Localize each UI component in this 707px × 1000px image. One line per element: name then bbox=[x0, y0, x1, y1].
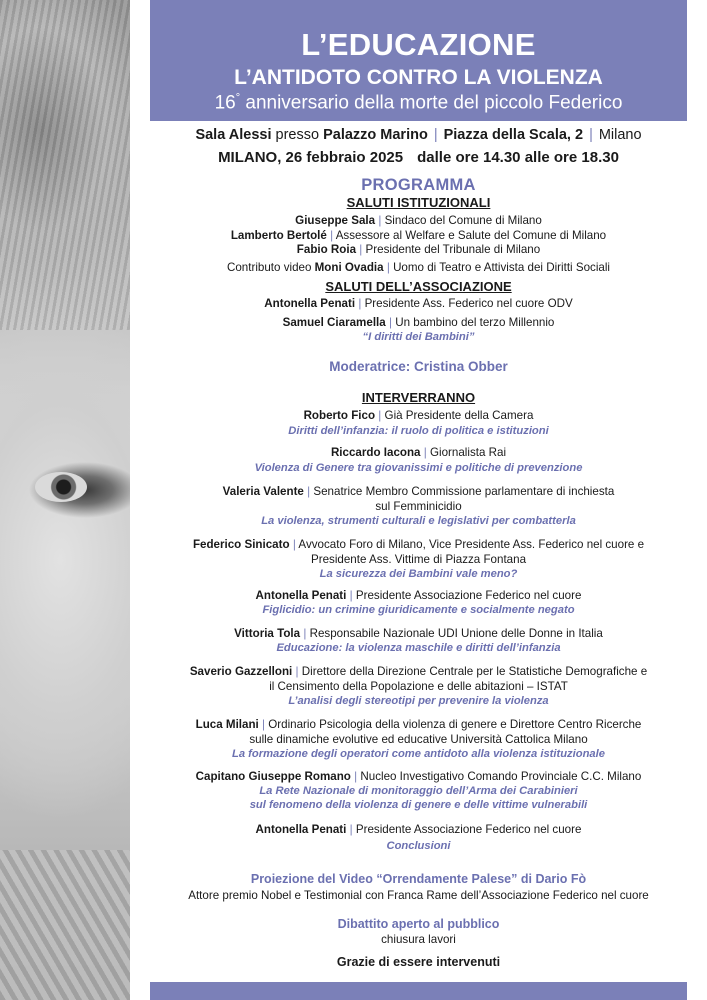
anniversary-degree: ° bbox=[235, 92, 241, 104]
speaker-name: Capitano Giuseppe Romano bbox=[195, 770, 351, 783]
footer-band bbox=[150, 982, 687, 1000]
header-band bbox=[150, 0, 687, 121]
speaker-name: Antonella Penati bbox=[264, 297, 356, 310]
speaker-line bbox=[150, 823, 687, 836]
separator: | bbox=[307, 485, 311, 498]
speaker-name: Riccardo Iacona bbox=[330, 446, 421, 459]
saluti-item bbox=[150, 229, 687, 242]
speaker-role: Presidente del Tribunale di Milano bbox=[365, 243, 541, 256]
separator: | bbox=[386, 261, 390, 274]
event-title: L’EDUCAZIONE bbox=[301, 27, 536, 62]
separator: | bbox=[388, 316, 392, 329]
separator: | bbox=[423, 446, 427, 459]
anniversary-line bbox=[150, 92, 687, 114]
speaker-role: Avvocato Foro di Milano, Vice Presidente Ass. Federico nel cuore e bbox=[298, 538, 645, 551]
speaker-role: Già Presidente della Camera bbox=[384, 409, 534, 422]
event-time: dalle ore 14.30 alle ore 18.30 bbox=[417, 149, 619, 166]
saluti-item bbox=[150, 214, 687, 227]
video-description: Attore premio Nobel e Testimonial con Franca Rame dell’Associazione Federico nel cuore bbox=[188, 889, 649, 902]
speaker-line bbox=[150, 718, 687, 731]
venue-line bbox=[150, 127, 687, 143]
speech-topic: Figlicidio: un crimine giuridicamente e socialmente negato bbox=[262, 604, 575, 616]
closing-thanks: Grazie di essere intervenuti bbox=[336, 955, 501, 969]
saluti-associazione-heading: SALUTI DELL’ASSOCIAZIONE bbox=[325, 279, 512, 294]
speaker-role-cont: sulle dinamiche evolutive ed educative Università Cattolica Milano bbox=[249, 733, 588, 746]
saluti-item bbox=[150, 297, 687, 310]
moderatrice: Moderatrice: Cristina Obber bbox=[329, 359, 508, 374]
speaker-name: Lamberto Bertolé bbox=[230, 229, 327, 242]
video-prefix: Contributo video bbox=[226, 261, 315, 274]
speaker-name: Fabio Roia bbox=[296, 243, 357, 256]
separator: | bbox=[349, 823, 353, 836]
speaker-name: Moni Ovadia bbox=[314, 261, 384, 274]
speaker-name: Giuseppe Sala bbox=[295, 214, 376, 227]
speaker-role-cont: sul Femminicidio bbox=[375, 500, 462, 513]
separator: | bbox=[359, 243, 363, 256]
speaker-name: Luca Milani bbox=[195, 718, 259, 731]
venue-city: Milano bbox=[598, 127, 642, 143]
speaker-role: Presidente Associazione Federico nel cuore bbox=[355, 589, 582, 602]
speaker-line bbox=[150, 589, 687, 602]
speaker-role: Ordinario Psicologia della violenza di genere e Direttore Centro Ricerche bbox=[268, 718, 642, 731]
speaker-role: Presidente Associazione Federico nel cuore bbox=[355, 823, 582, 836]
speaker-role-cont: il Censimento della Popolazione e delle abitazioni – ISTAT bbox=[269, 680, 568, 693]
speaker-role: Un bambino del terzo Millennio bbox=[395, 316, 555, 329]
separator: | bbox=[303, 627, 307, 640]
saluti-item bbox=[150, 243, 687, 256]
video-title: Proiezione del Video “Orrendamente Palese” di Dario Fò bbox=[250, 872, 587, 886]
speaker-role: Nucleo Investigativo Comando Provinciale C.C. Milano bbox=[360, 770, 642, 783]
speaker-name: Vittoria Tola bbox=[234, 627, 301, 640]
speaker-line bbox=[150, 627, 687, 640]
speaker-name: Roberto Fico bbox=[303, 409, 376, 422]
venue-palazzo: Palazzo Marino bbox=[323, 127, 428, 143]
speech-topic: Conclusioni bbox=[386, 840, 451, 852]
separator: | bbox=[262, 718, 266, 731]
speech-topic: Diritti dell’infanzia: il ruolo di politica e istituzioni bbox=[288, 425, 549, 437]
venue-presso: presso bbox=[271, 127, 324, 143]
chiusura-lavori: chiusura lavori bbox=[381, 933, 456, 946]
speech-topic: L’analisi degli stereotipi per prevenire la violenza bbox=[288, 695, 549, 707]
date-line bbox=[150, 149, 687, 166]
speaker-line bbox=[150, 665, 687, 678]
speaker-name: Valeria Valente bbox=[222, 485, 304, 498]
speech-topic: La Rete Nazionale di monitoraggio dell’Arma dei Carabinieri bbox=[259, 785, 578, 797]
venue-sala: Sala Alessi bbox=[195, 127, 272, 143]
speaker-line bbox=[150, 770, 687, 783]
venue-separator: | bbox=[433, 127, 438, 143]
photo-hair bbox=[0, 0, 130, 330]
dibattito: Dibattito aperto al pubblico bbox=[337, 917, 500, 931]
speech-topic: La formazione degli operatori come antidoto alla violenza istituzionale bbox=[232, 748, 605, 760]
saluti-istituzionali-heading: SALUTI ISTITUZIONALI bbox=[346, 195, 491, 210]
speaker-role: Assessore al Welfare e Salute del Comune di Milano bbox=[335, 229, 607, 242]
speaker-role: Responsabile Nazionale UDI Unione delle Donne in Italia bbox=[309, 627, 603, 640]
speaker-name: Saverio Gazzelloni bbox=[189, 665, 293, 678]
speaker-role-cont: Presidente Ass. Vittime di Piazza Fontana bbox=[310, 553, 527, 566]
separator: | bbox=[292, 538, 296, 551]
speech-topic: “I diritti dei Bambini” bbox=[362, 331, 475, 343]
speech-topic-cont: sul fenomeno della violenza di genere e delle vittime vulnerabili bbox=[249, 799, 588, 811]
separator: | bbox=[378, 409, 382, 422]
anniversary-number: 16 bbox=[214, 92, 236, 114]
speech-topic: La violenza, strumenti culturali e legislativi per combatterla bbox=[261, 515, 576, 527]
speaker-role: Giornalista Rai bbox=[430, 446, 507, 459]
speaker-name: Samuel Ciaramella bbox=[282, 316, 386, 329]
speaker-role: Senatrice Membro Commissione parlamentare di inchiesta bbox=[313, 485, 615, 498]
venue-piazza: Piazza della Scala, 2 bbox=[443, 127, 584, 143]
speaker-line bbox=[150, 446, 687, 459]
anniversary-text: anniversario della morte del piccolo Federico bbox=[240, 92, 623, 114]
separator: | bbox=[349, 589, 353, 602]
interverranno-heading: INTERVERRANNO bbox=[361, 390, 476, 405]
speaker-line bbox=[150, 409, 687, 422]
speaker-line bbox=[150, 485, 687, 498]
speaker-role: Sindaco del Comune di Milano bbox=[384, 214, 542, 227]
photo-sleeve bbox=[0, 850, 130, 1000]
speaker-role: Uomo di Teatro e Attivista dei Diritti Sociali bbox=[393, 261, 610, 274]
saluti-item bbox=[150, 316, 687, 329]
speech-topic: Violenza di Genere tra giovanissimi e politiche di prevenzione bbox=[254, 462, 583, 474]
speaker-line bbox=[150, 538, 687, 551]
speaker-name: Antonella Penati bbox=[255, 589, 347, 602]
venue-separator: | bbox=[589, 127, 593, 143]
video-contribution bbox=[150, 261, 687, 274]
event-date: MILANO, 26 febbraio 2025 bbox=[218, 149, 404, 166]
speaker-name: Antonella Penati bbox=[255, 823, 347, 836]
separator: | bbox=[358, 297, 362, 310]
speaker-role: Direttore della Direzione Centrale per le Statistiche Demografiche e bbox=[301, 665, 648, 678]
speech-topic: La sicurezza dei Bambini vale meno? bbox=[319, 568, 518, 580]
separator: | bbox=[295, 665, 299, 678]
speaker-name: Federico Sinicato bbox=[192, 538, 290, 551]
speech-topic: Educazione: la violenza maschile e diritti dell’infanzia bbox=[276, 642, 561, 654]
speaker-role: Presidente Ass. Federico nel cuore ODV bbox=[364, 297, 573, 310]
event-subtitle: L’ANTIDOTO CONTRO LA VIOLENZA bbox=[234, 66, 603, 89]
separator: | bbox=[354, 770, 358, 783]
separator: | bbox=[330, 229, 334, 242]
separator: | bbox=[378, 214, 382, 227]
programma-heading: PROGRAMMA bbox=[361, 176, 476, 194]
child-photo bbox=[0, 0, 130, 1000]
photo-eye bbox=[35, 472, 87, 502]
